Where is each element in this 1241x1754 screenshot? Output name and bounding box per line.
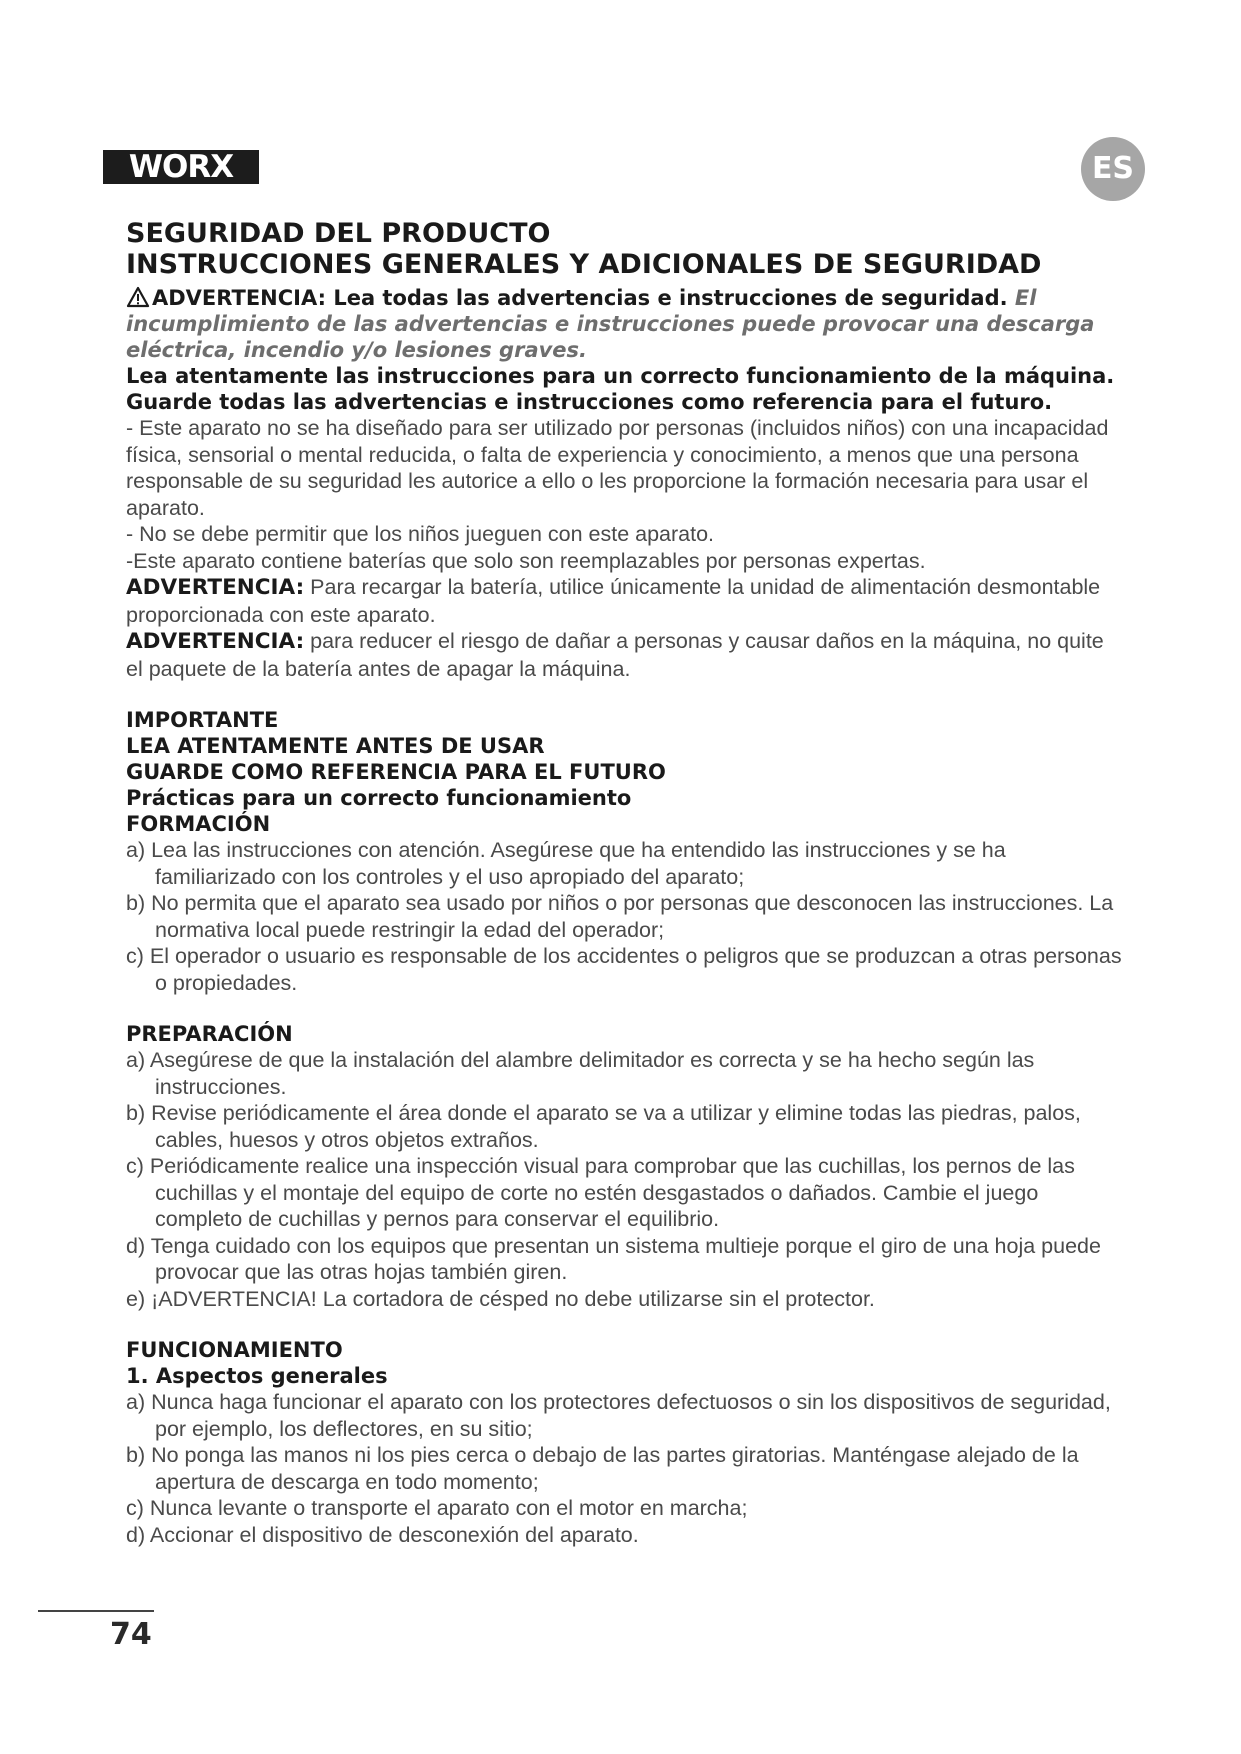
warning-bold-text: ADVERTENCIA: Lea todas las advertencias e instrucciones de seguridad.	[152, 286, 1008, 310]
advertencia-label: ADVERTENCIA:	[126, 575, 305, 600]
keep-reference-heading: GUARDE COMO REFERENCIA PARA EL FUTURO	[126, 760, 666, 784]
formacion-heading: FORMACIÓN	[126, 812, 271, 836]
formacion-item: c) El operador o usuario es responsable de los accidentes o peligros que se produzcan a otras personas o propiedades.	[126, 944, 1122, 995]
funcionamiento-subheading: 1. Aspectos generales	[126, 1364, 388, 1388]
preparacion-item: c) Periódicamente realice una inspección visual para comprobar que las cuchillas, los pernos de las cuchillas y el montaje del equipo de corte no estén desgastados o dañados. Cambie el juego completo de cuchillas y pernos para conservar el equilibrio.	[126, 1154, 1075, 1231]
important-heading: IMPORTANTE	[126, 708, 279, 732]
spacer	[126, 996, 1126, 1021]
warning-italic-text: El incumplimiento de las advertencias e instrucciones puede provocar una descarga eléctrica, incendio y/o lesiones graves.	[126, 286, 1095, 362]
funcionamiento-item: d) Accionar el dispositivo de desconexión del aparato.	[126, 1522, 639, 1547]
bold-note-2: Guarde todas las advertencias e instrucciones como referencia para el futuro.	[126, 390, 1053, 414]
language-badge: ES	[1081, 137, 1145, 201]
advertencia-text: para reducer el riesgo de dañar a personas y causar daños en la máquina, no quite el paquete de la batería antes de apagar la máquina.	[126, 629, 1104, 681]
general-note-3: -Este aparato contiene baterías que solo son reemplazables por personas expertas.	[126, 548, 926, 573]
preparacion-heading: PREPARACIÓN	[126, 1022, 293, 1046]
general-note-2: - No se debe permitir que los niños jueguen con este aparato.	[126, 522, 715, 546]
formacion-item: a) Lea las instrucciones con atención. Asegúrese que ha entendido las instrucciones y se ha familiarizado con los controles y el uso apropiado del aparato;	[126, 838, 1006, 889]
page-number: 74	[110, 1617, 152, 1652]
title-line-2: INSTRUCCIONES GENERALES Y ADICIONALES DE SEGURIDAD	[126, 249, 1042, 280]
formacion-item: b) No permita que el aparato sea usado por niños o por personas que desconocen las instrucciones. La normativa local puede restringir la edad del operador;	[126, 891, 1114, 942]
read-carefully-heading: LEA ATENTAMENTE ANTES DE USAR	[126, 734, 545, 758]
title-line-1: SEGURIDAD DEL PRODUCTO	[126, 218, 551, 249]
preparacion-item: d) Tenga cuidado con los equipos que presentan un sistema multieje porque el giro de una hoja puede provocar que las otras hojas también giren.	[126, 1233, 1101, 1284]
spacer	[126, 682, 1126, 707]
funcionamiento-item: c) Nunca levante o transporte el aparato con el motor en marcha;	[126, 1496, 748, 1520]
practices-heading: Prácticas para un correcto funcionamiento	[126, 786, 632, 810]
funcionamiento-item: a) Nunca haga funcionar el aparato con los protectores defectuosos o sin los dispositivos de seguridad, por ejemplo, los deflectores, en su sitio;	[126, 1390, 1111, 1441]
advertencia-2	[126, 628, 1126, 682]
general-note-1: - Este aparato no se ha diseñado para ser utilizado por personas (incluidos niños) con una incapacidad física, sensorial o mental reducida, o falta de experiencia y conocimiento, a menos que una persona responsable de su seguridad les autorice a ello o les proporcione la formación necesaria para usar el aparato.	[126, 416, 1109, 520]
preparacion-item: b) Revise periódicamente el área donde el aparato se va a utilizar y elimine todas las piedras, palos, cables, huesos y otros objetos extraños.	[126, 1101, 1081, 1152]
footer-divider	[38, 1610, 154, 1612]
spacer	[126, 1312, 1126, 1337]
funcionamiento-heading: FUNCIONAMIENTO	[126, 1338, 343, 1362]
advertencia-label: ADVERTENCIA:	[126, 629, 305, 654]
preparacion-item: a) Asegúrese de que la instalación del alambre delimitador es correcta y se ha hecho según las instrucciones.	[126, 1048, 1035, 1099]
advertencia-text: Para recargar la batería, utilice únicamente la unidad de alimentación desmontable proporcionada con este aparato.	[126, 575, 1101, 627]
bold-note-1: Lea atentamente las instrucciones para un correcto funcionamiento de la máquina.	[126, 364, 1115, 388]
funcionamiento-item: b) No ponga las manos ni los pies cerca o debajo de las partes giratorias. Manténgase alejado de la apertura de descarga en todo momento;	[126, 1443, 1079, 1494]
main-content	[126, 218, 1126, 1548]
warning-triangle-icon	[126, 286, 150, 308]
warning-paragraph	[126, 285, 1126, 363]
page-title	[126, 218, 1126, 280]
preparacion-item: e) ¡ADVERTENCIA! La cortadora de césped no debe utilizarse sin el protector.	[126, 1286, 875, 1311]
worx-logo: WORX	[103, 150, 259, 184]
advertencia-1	[126, 574, 1126, 628]
